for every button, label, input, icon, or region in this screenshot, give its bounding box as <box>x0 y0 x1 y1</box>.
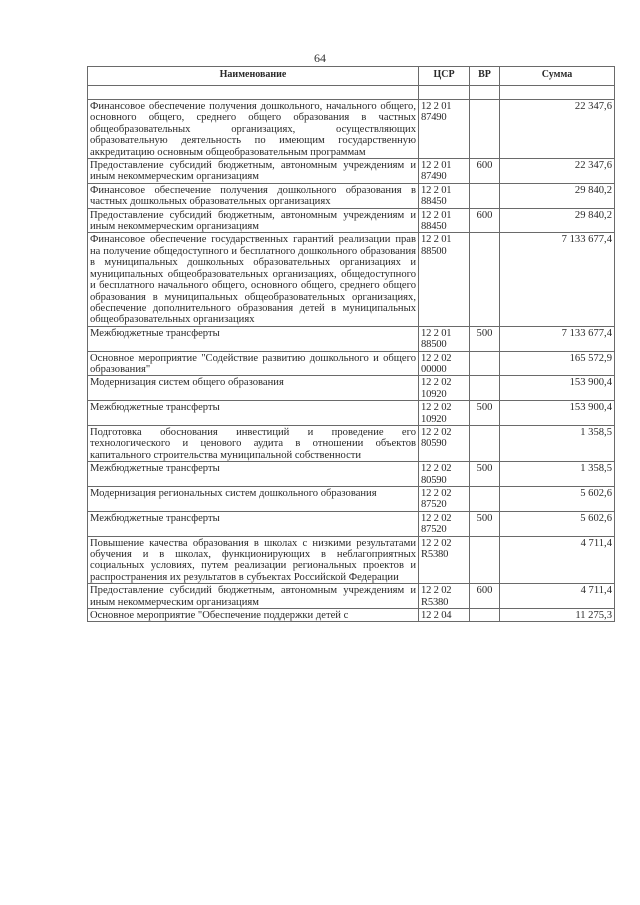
table-row <box>88 376 615 401</box>
header-name: Наименование <box>88 67 419 86</box>
table-row <box>88 351 615 376</box>
row-vr <box>470 609 500 622</box>
row-name: Межбюджетные трансферты <box>88 326 419 351</box>
table-row <box>88 208 615 233</box>
row-name: Финансовое обеспечение получения дошкольного образования в частных дошкольных образовательных организациях <box>88 183 419 208</box>
row-csr: 12 2 02 87520 <box>419 487 470 512</box>
row-csr: 12 2 02 R5380 <box>419 584 470 609</box>
header-vr: ВР <box>470 67 500 86</box>
row-sum: 1 358,5 <box>500 462 615 487</box>
row-vr <box>470 351 500 376</box>
row-vr <box>470 100 500 159</box>
row-vr: 600 <box>470 208 500 233</box>
row-name: Модернизация систем общего образования <box>88 376 419 401</box>
row-sum: 153 900,4 <box>500 376 615 401</box>
row-name: Предоставление субсидий бюджетным, автономным учреждениям и иным некоммерческим организациям <box>88 208 419 233</box>
row-name: Финансовое обеспечение получения дошкольного, начального общего, основного общего, среднего общего образования в частных общеобразовательных организациях, осуществляющих образовательную деятельность по имеющим государственную аккредитацию основным общеобразовательным программам <box>88 100 419 159</box>
row-csr: 12 2 01 88450 <box>419 208 470 233</box>
row-name: Основное мероприятие "Обеспечение поддержки детей с <box>88 609 419 622</box>
row-sum: 153 900,4 <box>500 401 615 426</box>
row-sum: 5 602,6 <box>500 511 615 536</box>
row-name: Межбюджетные трансферты <box>88 462 419 487</box>
row-sum: 22 347,6 <box>500 159 615 184</box>
row-name: Предоставление субсидий бюджетным, автономным учреждениям и иным некоммерческим организациям <box>88 159 419 184</box>
table-row <box>88 183 615 208</box>
row-sum: 1 358,5 <box>500 425 615 461</box>
header-spacer-row <box>88 86 615 100</box>
row-vr: 600 <box>470 159 500 184</box>
row-sum: 22 347,6 <box>500 100 615 159</box>
table-row <box>88 100 615 159</box>
table-row <box>88 326 615 351</box>
row-sum: 7 133 677,4 <box>500 326 615 351</box>
row-csr: 12 2 01 88450 <box>419 183 470 208</box>
row-csr: 12 2 04 <box>419 609 470 622</box>
row-name: Межбюджетные трансферты <box>88 511 419 536</box>
table-row <box>88 584 615 609</box>
row-sum: 7 133 677,4 <box>500 233 615 326</box>
table-row <box>88 401 615 426</box>
row-sum: 4 711,4 <box>500 536 615 584</box>
row-csr: 12 2 02 80590 <box>419 425 470 461</box>
table-row <box>88 159 615 184</box>
row-name: Межбюджетные трансферты <box>88 401 419 426</box>
page-number: 64 <box>314 51 326 65</box>
header-csr: ЦСР <box>419 67 470 86</box>
table-row <box>88 487 615 512</box>
row-vr: 500 <box>470 401 500 426</box>
row-sum: 29 840,2 <box>500 183 615 208</box>
row-name: Финансовое обеспечение государственных гарантий реализации прав на получение общедоступного и бесплатного дошкольного образования в муниципальных дошкольных образовательных организациях и муниципальных общеобразовательных организациях, общедоступного и бесплатного начального общего, основного общего, среднего общего образования в муниципальных общеобразовательных организациях, обеспечение дополнительного образования детей в муниципальных общеобразовательных организациях <box>88 233 419 326</box>
row-csr: 12 2 02 00000 <box>419 351 470 376</box>
row-vr: 500 <box>470 462 500 487</box>
row-sum: 11 275,3 <box>500 609 615 622</box>
row-csr: 12 2 02 80590 <box>419 462 470 487</box>
table-row <box>88 425 615 461</box>
row-vr <box>470 425 500 461</box>
row-vr <box>470 183 500 208</box>
row-name: Предоставление субсидий бюджетным, автономным учреждениям и иным некоммерческим организациям <box>88 584 419 609</box>
row-vr: 500 <box>470 511 500 536</box>
row-sum: 29 840,2 <box>500 208 615 233</box>
header-sum: Сумма <box>500 67 615 86</box>
row-sum: 165 572,9 <box>500 351 615 376</box>
row-csr: 12 2 02 87520 <box>419 511 470 536</box>
row-sum: 5 602,6 <box>500 487 615 512</box>
table-row <box>88 511 615 536</box>
table-row <box>88 462 615 487</box>
row-vr: 600 <box>470 584 500 609</box>
row-name: Модернизация региональных систем дошкольного образования <box>88 487 419 512</box>
table-row <box>88 609 615 622</box>
table-row <box>88 233 615 326</box>
row-csr: 12 2 01 88500 <box>419 233 470 326</box>
row-vr <box>470 376 500 401</box>
row-csr: 12 2 02 10920 <box>419 401 470 426</box>
row-csr: 12 2 02 10920 <box>419 376 470 401</box>
row-vr <box>470 233 500 326</box>
row-csr: 12 2 01 88500 <box>419 326 470 351</box>
row-csr: 12 2 01 87490 <box>419 100 470 159</box>
row-sum: 4 711,4 <box>500 584 615 609</box>
budget-table <box>87 66 615 622</box>
row-name: Основное мероприятие "Содействие развитию дошкольного и общего образования" <box>88 351 419 376</box>
row-csr: 12 2 01 87490 <box>419 159 470 184</box>
row-vr <box>470 487 500 512</box>
row-name: Подготовка обоснования инвестиций и проведение его технологического и ценового аудита в отношении объектов капитального строительства муниципальной собственности <box>88 425 419 461</box>
row-vr <box>470 536 500 584</box>
table-header-row <box>88 67 615 86</box>
row-csr: 12 2 02 R5380 <box>419 536 470 584</box>
row-name: Повышение качества образования в школах с низкими результатами обучения и в школах, функционирующих в неблагоприятных социальных условиях, путем реализации региональных проектов и распространения их результатов в субъектах Российской Федерации <box>88 536 419 584</box>
row-vr: 500 <box>470 326 500 351</box>
table-row <box>88 536 615 584</box>
